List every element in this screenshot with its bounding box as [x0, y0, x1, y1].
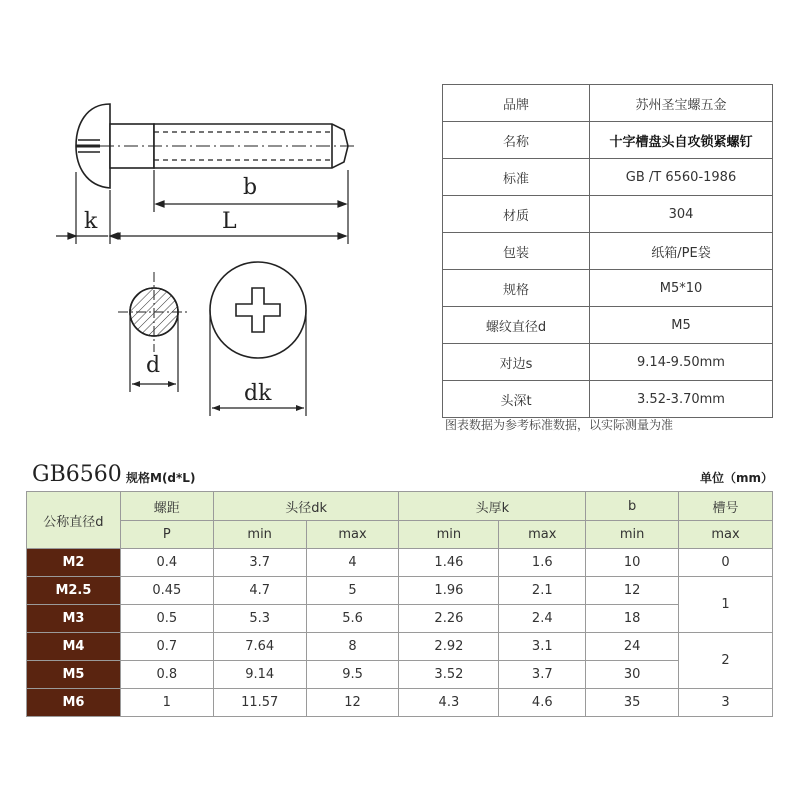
cell-b-min: 18 [586, 605, 679, 633]
spec-value: 纸箱/PE袋 [590, 233, 773, 270]
spec-row [443, 85, 773, 122]
cell-k-max: 1.6 [499, 549, 586, 577]
table-row [27, 577, 773, 605]
cell-dk-max: 5.6 [306, 605, 399, 633]
cell-b-min: 35 [586, 689, 679, 717]
table-row [27, 689, 773, 717]
spec-value: M5 [590, 307, 773, 344]
spec-row [443, 122, 773, 159]
table-header-row [27, 492, 773, 521]
cell-slot: 1 [679, 577, 773, 633]
cell-k-min: 4.3 [399, 689, 499, 717]
header-head-diameter: 头径dk [213, 492, 399, 521]
cell-diameter: M4 [27, 633, 121, 661]
header-pitch: 螺距 [120, 492, 213, 521]
cell-diameter: M2 [27, 549, 121, 577]
label-L: L [222, 209, 237, 234]
cell-k-max: 3.7 [499, 661, 586, 689]
cell-k-min: 2.26 [399, 605, 499, 633]
cell-slot: 3 [679, 689, 773, 717]
subheader-min: min [586, 521, 679, 549]
reference-note: 图表数据为参考标准数据，以实际测量为准 [445, 418, 674, 432]
subheader-min: min [399, 521, 499, 549]
header-b: b [586, 492, 679, 521]
cell-k-max: 4.6 [499, 689, 586, 717]
cell-dk-min: 7.64 [213, 633, 306, 661]
table-row [27, 633, 773, 661]
cell-diameter: M5 [27, 661, 121, 689]
table-row [27, 549, 773, 577]
spec-value: 9.14-9.50mm [590, 344, 773, 381]
cell-dk-min: 11.57 [213, 689, 306, 717]
spec-value: 304 [590, 196, 773, 233]
cell-k-min: 2.92 [399, 633, 499, 661]
spec-table [442, 84, 773, 418]
cell-dk-max: 4 [306, 549, 399, 577]
cell-k-min: 3.52 [399, 661, 499, 689]
spec-row [443, 307, 773, 344]
cell-pitch: 0.8 [120, 661, 213, 689]
cell-slot: 2 [679, 633, 773, 689]
cell-k-max: 2.4 [499, 605, 586, 633]
cell-pitch: 0.7 [120, 633, 213, 661]
screw-technical-drawing [0, 0, 440, 430]
subheader-p: P [120, 521, 213, 549]
subheader-min: min [213, 521, 306, 549]
label-d: d [146, 353, 161, 378]
cell-dk-min: 9.14 [213, 661, 306, 689]
cell-k-max: 3.1 [499, 633, 586, 661]
label-dk: dk [244, 381, 272, 406]
cell-pitch: 0.5 [120, 605, 213, 633]
label-k: k [84, 209, 98, 234]
cell-b-min: 12 [586, 577, 679, 605]
spec-key: 标准 [443, 159, 590, 196]
spec-value: 十字槽盘头自攻锁紧螺钉 [590, 122, 773, 159]
cell-b-min: 30 [586, 661, 679, 689]
cell-dk-max: 9.5 [306, 661, 399, 689]
subheader-max: max [306, 521, 399, 549]
cell-diameter: M3 [27, 605, 121, 633]
spec-key: 对边s [443, 344, 590, 381]
gb-table-subtitle: 规格M(d*L) [126, 471, 196, 485]
subheader-max: max [499, 521, 586, 549]
spec-key: 规格 [443, 270, 590, 307]
cell-b-min: 24 [586, 633, 679, 661]
spec-key: 材质 [443, 196, 590, 233]
gb6560-dimension-table [26, 491, 773, 717]
cell-k-min: 1.96 [399, 577, 499, 605]
spec-key: 品牌 [443, 85, 590, 122]
cell-slot: 0 [679, 549, 773, 577]
cell-dk-max: 12 [306, 689, 399, 717]
header-nominal-diameter: 公称直径d [27, 492, 121, 549]
cell-pitch: 0.45 [120, 577, 213, 605]
spec-row [443, 159, 773, 196]
cell-b-min: 10 [586, 549, 679, 577]
cell-diameter: M6 [27, 689, 121, 717]
table-row [27, 661, 773, 689]
spec-key: 头深t [443, 381, 590, 418]
spec-row [443, 381, 773, 418]
spec-row [443, 196, 773, 233]
spec-row [443, 270, 773, 307]
gb-table-unit: 单位（mm） [700, 471, 774, 485]
label-b: b [243, 175, 258, 200]
spec-value: GB /T 6560-1986 [590, 159, 773, 196]
cell-dk-max: 5 [306, 577, 399, 605]
spec-row [443, 233, 773, 270]
cell-k-max: 2.1 [499, 577, 586, 605]
gb-table-title: GB6560 [32, 462, 122, 487]
spec-key: 包装 [443, 233, 590, 270]
header-head-height: 头厚k [399, 492, 586, 521]
cell-dk-min: 5.3 [213, 605, 306, 633]
spec-key: 名称 [443, 122, 590, 159]
table-subheader-row [27, 521, 773, 549]
cell-dk-min: 4.7 [213, 577, 306, 605]
screw-side-view [76, 104, 356, 188]
cell-k-min: 1.46 [399, 549, 499, 577]
table-row [27, 605, 773, 633]
spec-value: 3.52-3.70mm [590, 381, 773, 418]
cell-dk-max: 8 [306, 633, 399, 661]
spec-value: 苏州圣宝螺五金 [590, 85, 773, 122]
spec-row [443, 344, 773, 381]
cell-pitch: 0.4 [120, 549, 213, 577]
cell-diameter: M2.5 [27, 577, 121, 605]
cell-dk-min: 3.7 [213, 549, 306, 577]
spec-key: 螺纹直径d [443, 307, 590, 344]
cell-pitch: 1 [120, 689, 213, 717]
spec-value: M5*10 [590, 270, 773, 307]
subheader-max: max [679, 521, 773, 549]
header-slot: 槽号 [679, 492, 773, 521]
